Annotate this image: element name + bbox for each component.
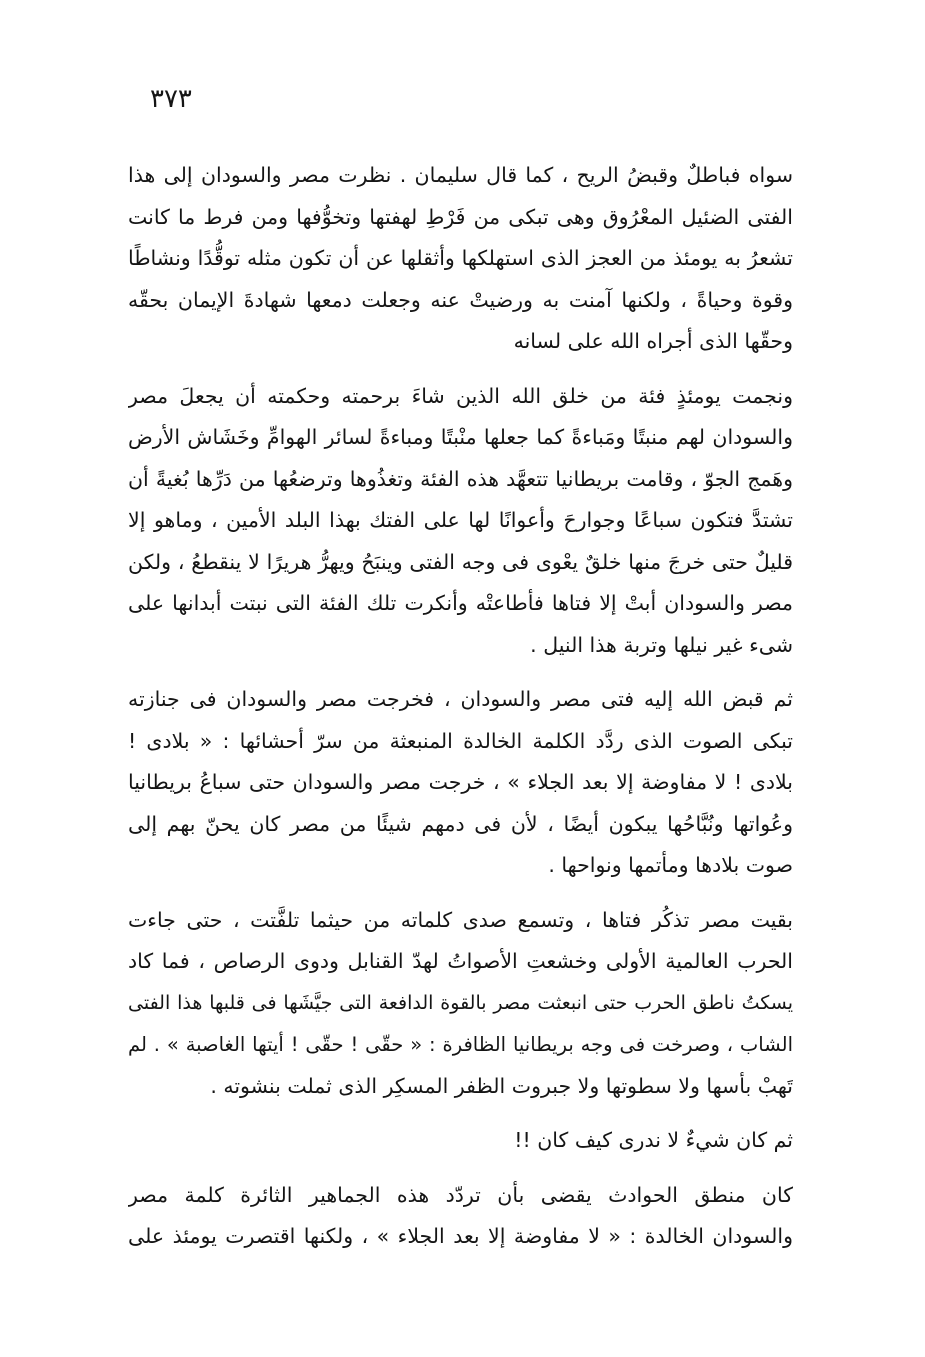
text-line: الشاب ، وصرخت فى وجه بريطانيا الظافرة : « حقّى ! حقّى ! أيتها الغاصبة » . لم	[128, 1033, 793, 1056]
text-line: شىء غير نيلها وتربة هذا النيل .	[530, 632, 793, 657]
text-line: والسودان الخالدة : « لا مفاوضة إلا بعد الجلاء » ، ولكنها اقتصرت يومئذ على	[128, 1224, 793, 1248]
paragraph	[128, 900, 793, 1108]
text-line: تشتدَّ فتكون سباعًا وجوارحَ وأعوانًا لها على الفتك بهذا البلد الأمين ، وماهو إلا	[128, 508, 793, 532]
body-text	[128, 155, 793, 1258]
text-line: بقيت مصر تذكُر فتاها ، وتسمع صدى كلماته من حيثما تلفَّتت ، حتى جاءت	[128, 907, 793, 932]
text-line: وهَمج الجوّ ، وقامت بريطانيا تتعهَّد هذه الفئة وتغذُوها وترضعُها من دَرِّها بُغيةً أن	[128, 466, 793, 491]
text-line: ثم كان شيءٌ لا ندرى كيف كان !!	[514, 1128, 793, 1152]
text-line: تشعرُ به يومئذ من العجز الذى استهلكها وأثقلها عن أن تكون مثله توقُّدًا ونشاطًا	[128, 246, 793, 270]
paragraph-gap	[128, 1162, 793, 1175]
text-line: صوت بلادها ومأتمها ونواحها .	[548, 853, 793, 877]
page-number: ٣٧٣	[150, 84, 192, 114]
text-line: الحرب العالمية الأولى وخشعتِ الأصواتُ لهدّ القنابل ودوى الرصاص ، فما كاد	[128, 949, 793, 973]
paragraph	[128, 376, 793, 667]
text-line: كان منطق الحوادث يقضى بأن تردّد هذه الجماهير الثائرة كلمة مصر	[128, 1182, 793, 1207]
paragraph-gap	[128, 363, 793, 376]
text-line: قليلٌ حتى خرجَ منها خلقٌ يعْوى فى وجه الفتى وينبَحُ ويهرُّ هريرًا لا ينقطعُ ، ولكن	[128, 549, 793, 574]
paragraph	[128, 1175, 793, 1258]
text-line: الفتى الضئيل المعْرُوق وهى تبكى من فَرْطِ لهفتها وتخوُّفها ومن فرط ما كانت	[128, 204, 793, 229]
text-line: ثم قبض الله إليه فتى مصر والسودان ، فخرجت مصر والسودان فى جنازته	[128, 687, 793, 711]
text-line: وعُواتها ونُبَّاحُها يبكون أيضًا ، لأن فى دمهم شيئًا من مصر كان يحنّ بهم إلى	[128, 811, 793, 836]
text-line: وقوة وحياةً ، ولكنها آمنت به ورضيتْ عنه وجعلت دمعها شهادةَ الإيمان بحقّه	[128, 287, 793, 312]
text-line: تبكى الصوت الذى ردَّد الكلمة الخالدة المنبعثة من سرّ أحشائها : « بلادى !	[128, 728, 793, 753]
text-line: يسكتُ ناطق الحرب حتى انبعثت مصر بالقوة الدافعة التى جيَّشَها فى قلبها هذا الفتى	[128, 991, 793, 1014]
text-line: ونجمت يومئذٍ فئة من خلق الله الذين شاءَ برحمته وحكمته أن يجعلَ مصر	[128, 383, 793, 408]
text-line: سواه فباطلٌ وقبضُ الريح ، كما قال سليمان . نظرت مصر والسودان إلى هذا	[128, 163, 793, 187]
text-line: مصر والسودان أبتْ إلا فتاها فأطاعتْه وأنكرت تلك الفئة التى نبتت أبدانها على	[128, 591, 793, 615]
text-line: تَهبْ بأسها ولا سطوتها ولا جبروت الظفر المسكِر الذى ثملت بنشوته .	[210, 1073, 793, 1098]
paragraph-gap	[128, 666, 793, 679]
paragraph	[128, 155, 793, 363]
paragraph-gap	[128, 887, 793, 900]
paragraph-gap	[128, 1107, 793, 1120]
paragraph	[128, 1120, 793, 1162]
text-line: والسودان لهم منبتًا ومَباءةً كما جعلها منْبتًا ومباءةً لسائر الهوامِّ وخَشَاش الأرض	[128, 425, 793, 449]
text-line: بلادى ! لا مفاوضة إلا بعد الجلاء » ، خرجت مصر والسودان حتى سباعُ بريطانيا	[128, 770, 793, 794]
paragraph	[128, 679, 793, 887]
text-line: وحقّها الذى أجراه الله على لسانه	[513, 329, 793, 353]
